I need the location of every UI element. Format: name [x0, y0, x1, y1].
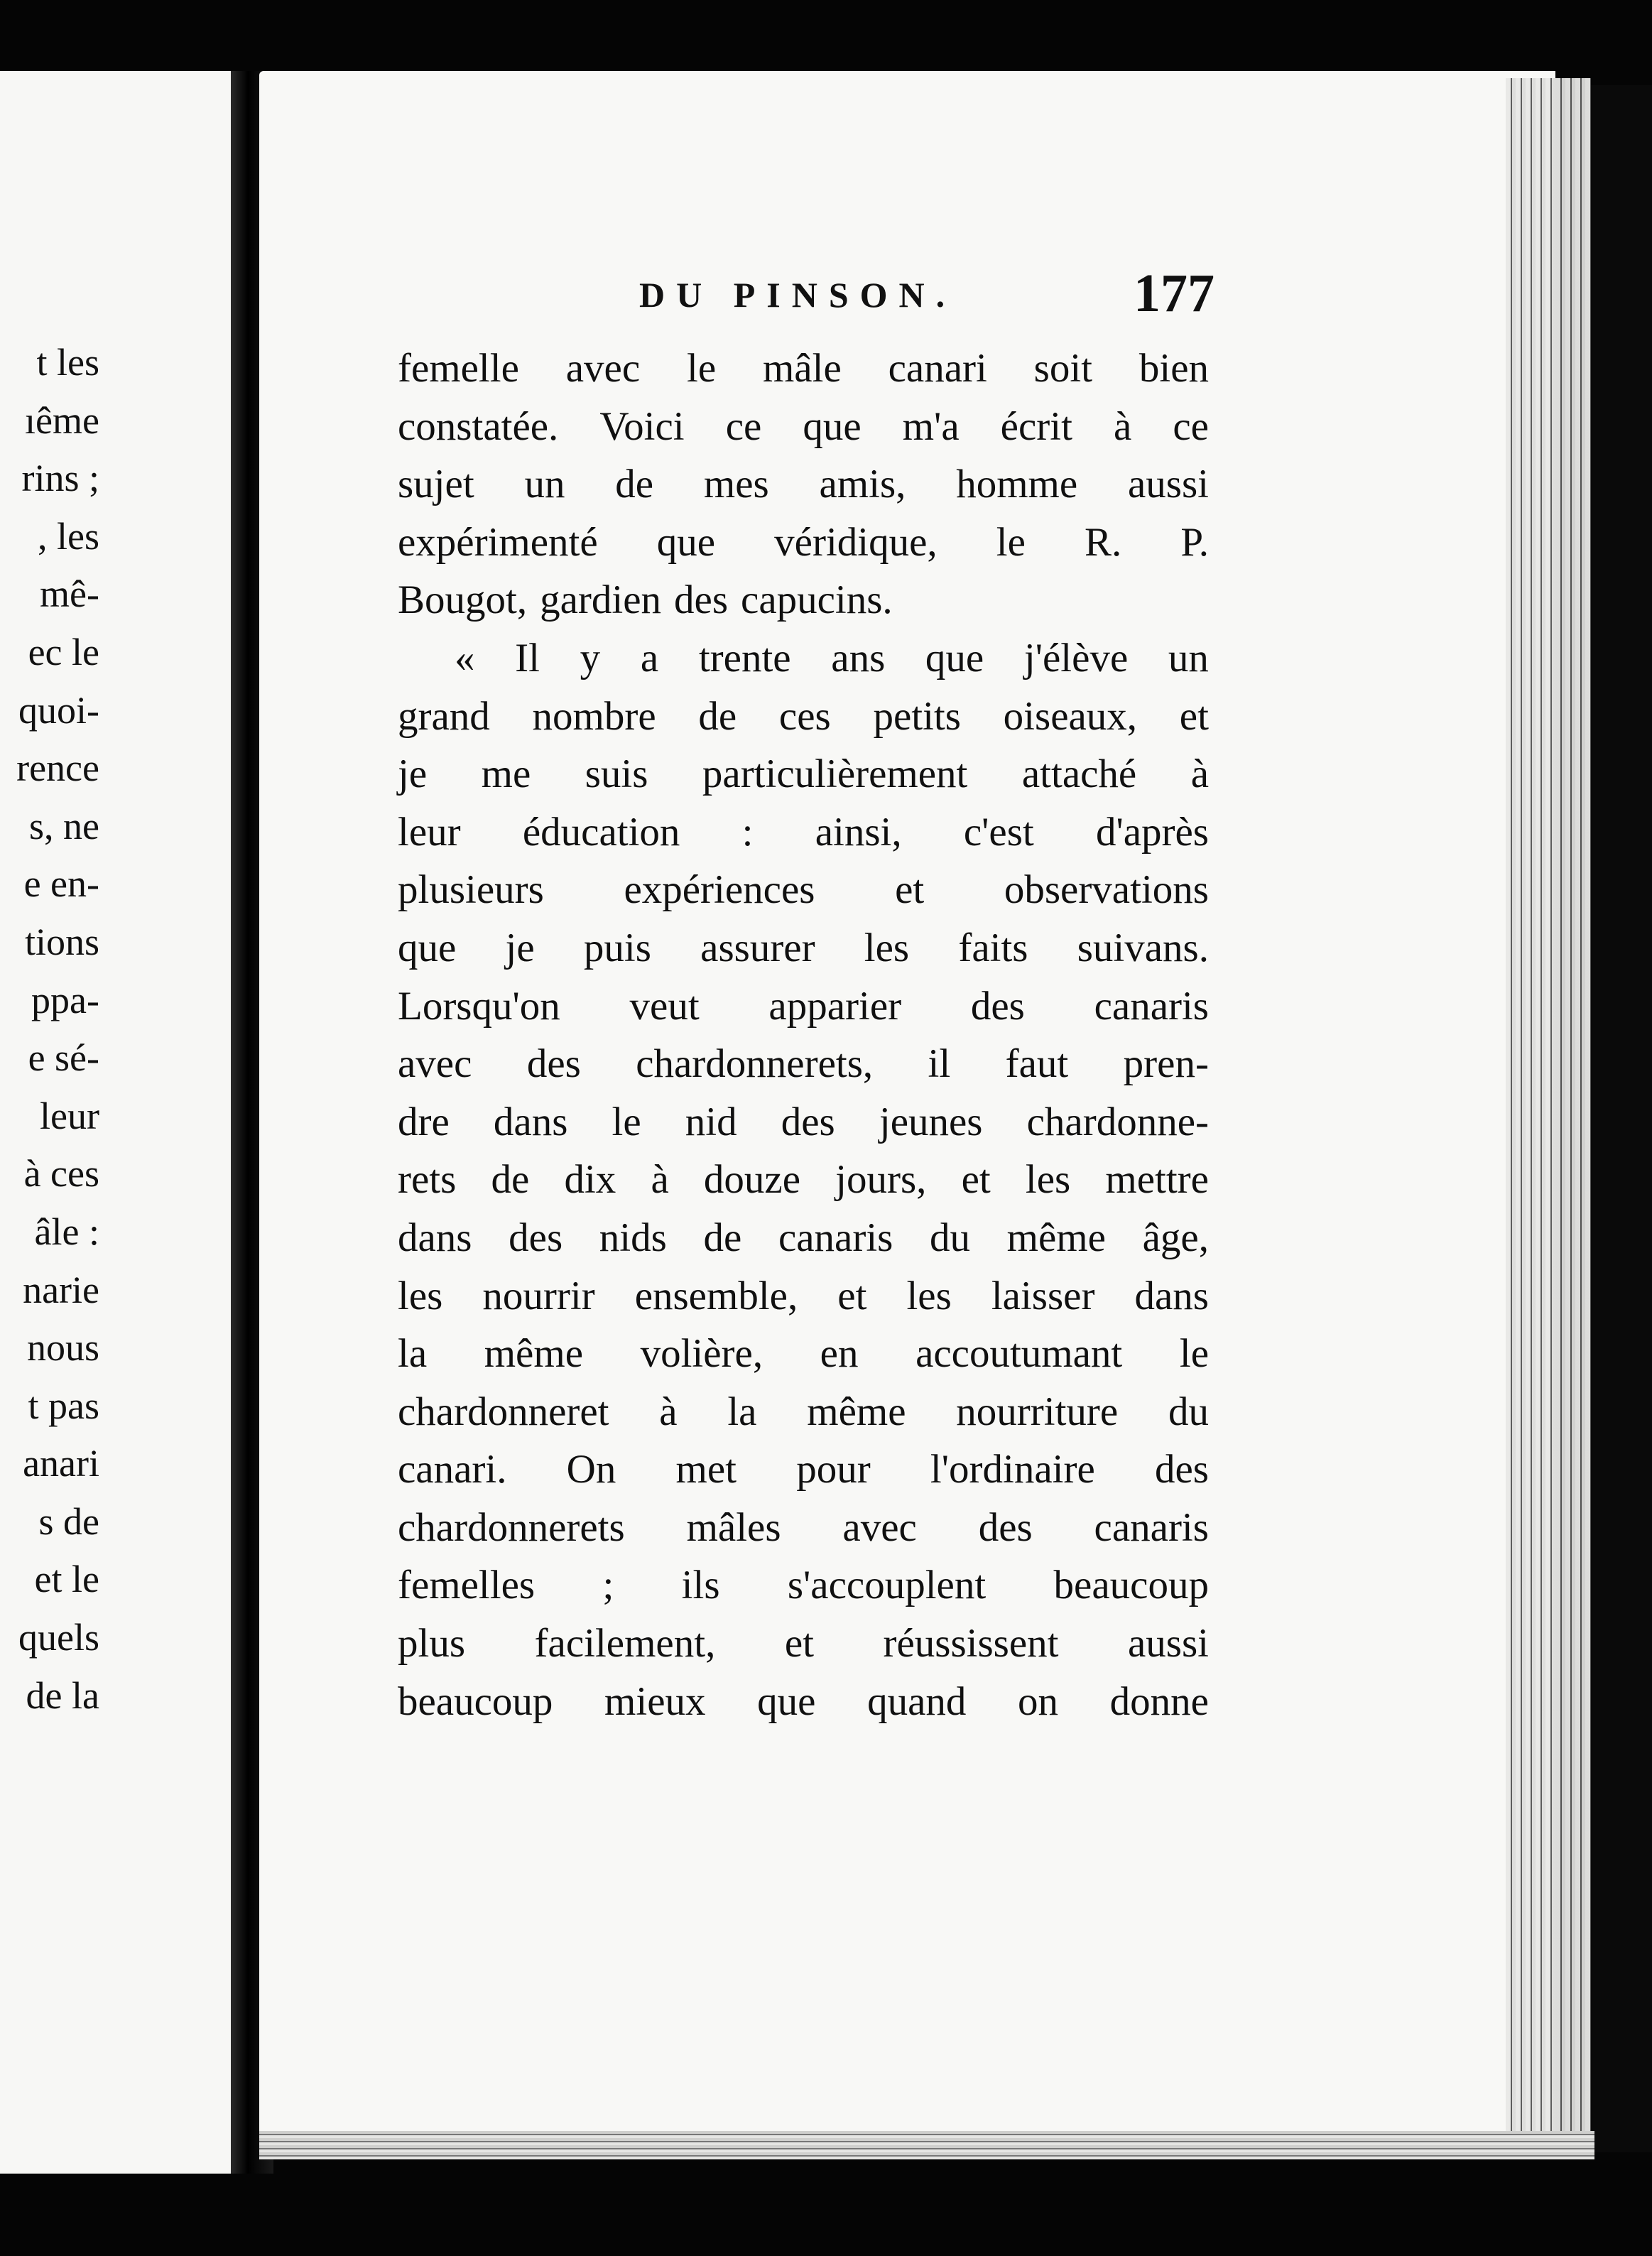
word: apparier — [768, 983, 902, 1029]
left-page-line: narie — [23, 1268, 99, 1311]
left-page-line: e sé- — [28, 1036, 99, 1080]
word: d'après — [1095, 809, 1209, 855]
word: et — [961, 1157, 991, 1203]
word: et — [837, 1273, 867, 1318]
word: donne — [1109, 1679, 1209, 1724]
word: « — [455, 635, 475, 680]
word: puis — [583, 925, 651, 970]
text-line — [398, 629, 1209, 688]
word: plus — [398, 1621, 466, 1666]
word: R. — [1084, 519, 1122, 565]
word: les — [398, 1273, 443, 1318]
text-line — [398, 688, 1209, 746]
word: pour — [796, 1447, 871, 1492]
text-line — [398, 398, 1209, 456]
left-page-line: rence — [16, 747, 99, 790]
word: nourrir — [482, 1273, 595, 1318]
word: écrit — [1000, 403, 1072, 449]
word: que — [656, 519, 716, 565]
word: j'élève — [1023, 635, 1129, 680]
word: des — [509, 1215, 563, 1260]
word: faut — [1005, 1041, 1069, 1087]
text-line — [398, 745, 1209, 803]
text-line — [398, 1556, 1209, 1615]
word: dre — [398, 1099, 450, 1144]
word: rets — [398, 1157, 457, 1203]
word: bien — [1139, 346, 1209, 391]
word: met — [675, 1447, 737, 1492]
word: a — [640, 635, 659, 680]
word: femelles — [398, 1563, 536, 1608]
word: éducation — [522, 809, 680, 855]
word: avec — [842, 1504, 917, 1550]
word: et — [784, 1621, 814, 1666]
left-page-text — [0, 334, 213, 1725]
left-page-line: s, ne — [29, 804, 99, 847]
word: chardonnerets — [398, 1504, 625, 1550]
word: amis, — [819, 462, 906, 507]
text-line — [398, 455, 1209, 514]
word: des — [978, 1504, 1033, 1550]
text-line — [398, 1499, 1209, 1557]
word: les — [906, 1273, 952, 1318]
word: petits — [873, 693, 961, 739]
page-header — [398, 264, 1214, 323]
word: : — [741, 809, 754, 855]
word: ils — [681, 1563, 720, 1608]
word: beaucoup — [1053, 1563, 1209, 1608]
word: dix — [564, 1157, 616, 1203]
word: canaris — [778, 1215, 893, 1260]
word: Bougot, — [398, 577, 528, 623]
word: trente — [698, 635, 791, 680]
left-page-line: âle : — [34, 1210, 99, 1253]
left-page-line: et le — [34, 1558, 99, 1601]
word: réussissent — [883, 1621, 1059, 1666]
text-line — [398, 1673, 1209, 1731]
text-line — [398, 1093, 1209, 1151]
word: et — [1179, 693, 1209, 739]
word: particulièrement — [702, 752, 968, 797]
word: gardien — [540, 577, 662, 623]
left-page — [0, 71, 234, 2174]
left-page-line: tions — [24, 920, 99, 963]
word: que — [757, 1679, 816, 1724]
text-line — [398, 1209, 1209, 1267]
word: canari — [888, 346, 987, 391]
word: Voici — [599, 403, 685, 449]
left-page-line: t pas — [28, 1384, 99, 1427]
text-line — [398, 1267, 1209, 1325]
word: ces — [778, 693, 831, 739]
word: et — [895, 867, 925, 913]
word: On — [566, 1447, 616, 1492]
word: quand — [867, 1679, 967, 1724]
text-line — [398, 1615, 1209, 1673]
left-page-line: quels — [18, 1616, 99, 1659]
running-head: DU PINSON. — [639, 275, 957, 315]
word: y — [580, 635, 601, 680]
word: leur — [398, 809, 461, 855]
word: s'accouplent — [787, 1563, 987, 1608]
word: m'a — [902, 403, 960, 449]
word: c'est — [963, 809, 1034, 855]
word: femelle — [398, 346, 519, 391]
word: même — [484, 1331, 583, 1377]
word: canari. — [398, 1447, 507, 1492]
word: des — [674, 577, 729, 623]
word: expérimenté — [398, 519, 598, 565]
word: les — [864, 925, 910, 970]
text-line — [398, 919, 1209, 977]
word: le — [1179, 1331, 1209, 1377]
word: que — [925, 635, 984, 680]
word: l'ordinaire — [930, 1447, 1095, 1492]
word: pren- — [1123, 1041, 1209, 1087]
word: chardonnerets, — [636, 1041, 874, 1087]
text-line — [398, 571, 1209, 629]
word: le — [612, 1099, 641, 1144]
left-page-line: quoi- — [18, 688, 99, 732]
word: à — [651, 1157, 669, 1203]
word: la — [398, 1331, 428, 1377]
page-number: 177 — [1134, 264, 1214, 323]
word: aussi — [1128, 1621, 1209, 1666]
word: même — [807, 1389, 906, 1434]
word: dans — [398, 1215, 472, 1260]
word: ans — [831, 635, 886, 680]
word: homme — [956, 462, 1078, 507]
left-page-line: ppa- — [31, 978, 99, 1021]
word: jeunes — [879, 1099, 983, 1144]
word: de — [698, 693, 737, 739]
word: Il — [515, 635, 540, 680]
left-page-line: ıême — [25, 398, 99, 442]
word: mes — [703, 462, 769, 507]
text-line — [398, 1325, 1209, 1383]
word: de — [703, 1215, 742, 1260]
word: avec — [565, 346, 641, 391]
text-line — [398, 861, 1209, 919]
word: grand — [398, 693, 490, 739]
word: constatée. — [398, 403, 559, 449]
left-page-line: e en- — [23, 862, 99, 906]
word: expériences — [624, 867, 815, 913]
word: plusieurs — [398, 867, 544, 913]
left-page-line: rins ; — [21, 457, 99, 500]
word: jours, — [835, 1157, 927, 1203]
text-line — [398, 803, 1209, 862]
word: suivans. — [1077, 925, 1209, 970]
word: âge, — [1142, 1215, 1209, 1260]
word: soit — [1033, 346, 1093, 391]
left-page-line: ec le — [28, 630, 99, 673]
word: il — [928, 1041, 951, 1087]
word: mettre — [1105, 1157, 1209, 1203]
background-edge — [1591, 85, 1652, 2152]
body-text — [398, 340, 1209, 1730]
word: Lorsqu'on — [398, 983, 560, 1029]
text-line — [398, 1383, 1209, 1441]
word: nourriture — [956, 1389, 1119, 1434]
word: à — [1190, 752, 1209, 797]
word: la — [727, 1389, 757, 1434]
word: faits — [958, 925, 1028, 970]
left-page-line: anari — [23, 1442, 99, 1485]
text-line — [398, 1151, 1209, 1209]
page-edges — [1506, 78, 1591, 2152]
word: canaris — [1094, 1504, 1209, 1550]
word: le — [996, 519, 1026, 565]
word: douze — [703, 1157, 801, 1203]
word: nids — [599, 1215, 667, 1260]
text-line — [398, 977, 1209, 1036]
word: nid — [685, 1099, 737, 1144]
word: aussi — [1127, 462, 1209, 507]
word: suis — [585, 752, 648, 797]
word: le — [686, 346, 717, 391]
word: mâles — [686, 1504, 781, 1550]
bottom-page-edges — [259, 2131, 1594, 2159]
left-page-line: de la — [26, 1674, 99, 1717]
word: volière, — [640, 1331, 763, 1377]
word: chardonneret — [398, 1389, 609, 1434]
word: du — [930, 1215, 970, 1260]
word: véridique, — [774, 519, 938, 565]
word: de — [615, 462, 654, 507]
word: les — [1025, 1157, 1071, 1203]
text-line — [398, 1035, 1209, 1093]
word: sujet — [398, 462, 474, 507]
word: dans — [1134, 1273, 1209, 1318]
word: mâle — [762, 346, 842, 391]
word: je — [398, 752, 428, 797]
word: on — [1018, 1679, 1059, 1724]
word: accoutumant — [915, 1331, 1123, 1377]
word: facilement, — [534, 1621, 716, 1666]
left-page-line: s de — [38, 1500, 99, 1543]
word: beaucoup — [398, 1679, 553, 1724]
word: ce — [1173, 403, 1209, 449]
word: à — [659, 1389, 678, 1434]
word: avec — [398, 1041, 472, 1087]
left-page-line: à ces — [23, 1152, 99, 1195]
text-line — [398, 340, 1209, 398]
word: chardonne- — [1026, 1099, 1209, 1144]
text-line — [398, 1441, 1209, 1499]
word: un — [524, 462, 565, 507]
word: même — [1006, 1215, 1106, 1260]
word: du — [1168, 1389, 1209, 1434]
word: que — [803, 403, 862, 449]
word: ensemble, — [634, 1273, 798, 1318]
word: me — [481, 752, 531, 797]
word: ce — [725, 403, 762, 449]
word: que — [398, 925, 457, 970]
word: en — [820, 1331, 859, 1377]
left-page-line: t les — [36, 341, 99, 384]
word: des — [1154, 1447, 1209, 1492]
word: nombre — [532, 693, 656, 739]
text-line — [398, 514, 1209, 572]
word: des — [526, 1041, 581, 1087]
word: des — [781, 1099, 835, 1144]
left-page-line: nous — [26, 1326, 99, 1370]
word: ainsi, — [815, 809, 902, 855]
word: de — [491, 1157, 530, 1203]
word: veut — [629, 983, 700, 1029]
word: canaris — [1094, 983, 1209, 1029]
word: ; — [602, 1563, 614, 1608]
word: des — [970, 983, 1025, 1029]
word: attaché — [1021, 752, 1137, 797]
word: assurer — [700, 925, 815, 970]
word: dans — [493, 1099, 568, 1144]
left-page-line: leur — [40, 1094, 99, 1137]
word: mieux — [604, 1679, 706, 1724]
left-page-line: mê- — [40, 573, 99, 616]
word: observations — [1004, 867, 1209, 913]
word: à — [1113, 403, 1132, 449]
word: P. — [1180, 519, 1209, 565]
word: capucins. — [741, 577, 893, 623]
left-page-line: , les — [38, 514, 99, 558]
word: un — [1168, 635, 1209, 680]
word: je — [505, 925, 535, 970]
word: oiseaux, — [1003, 693, 1138, 739]
word: laisser — [991, 1273, 1095, 1318]
